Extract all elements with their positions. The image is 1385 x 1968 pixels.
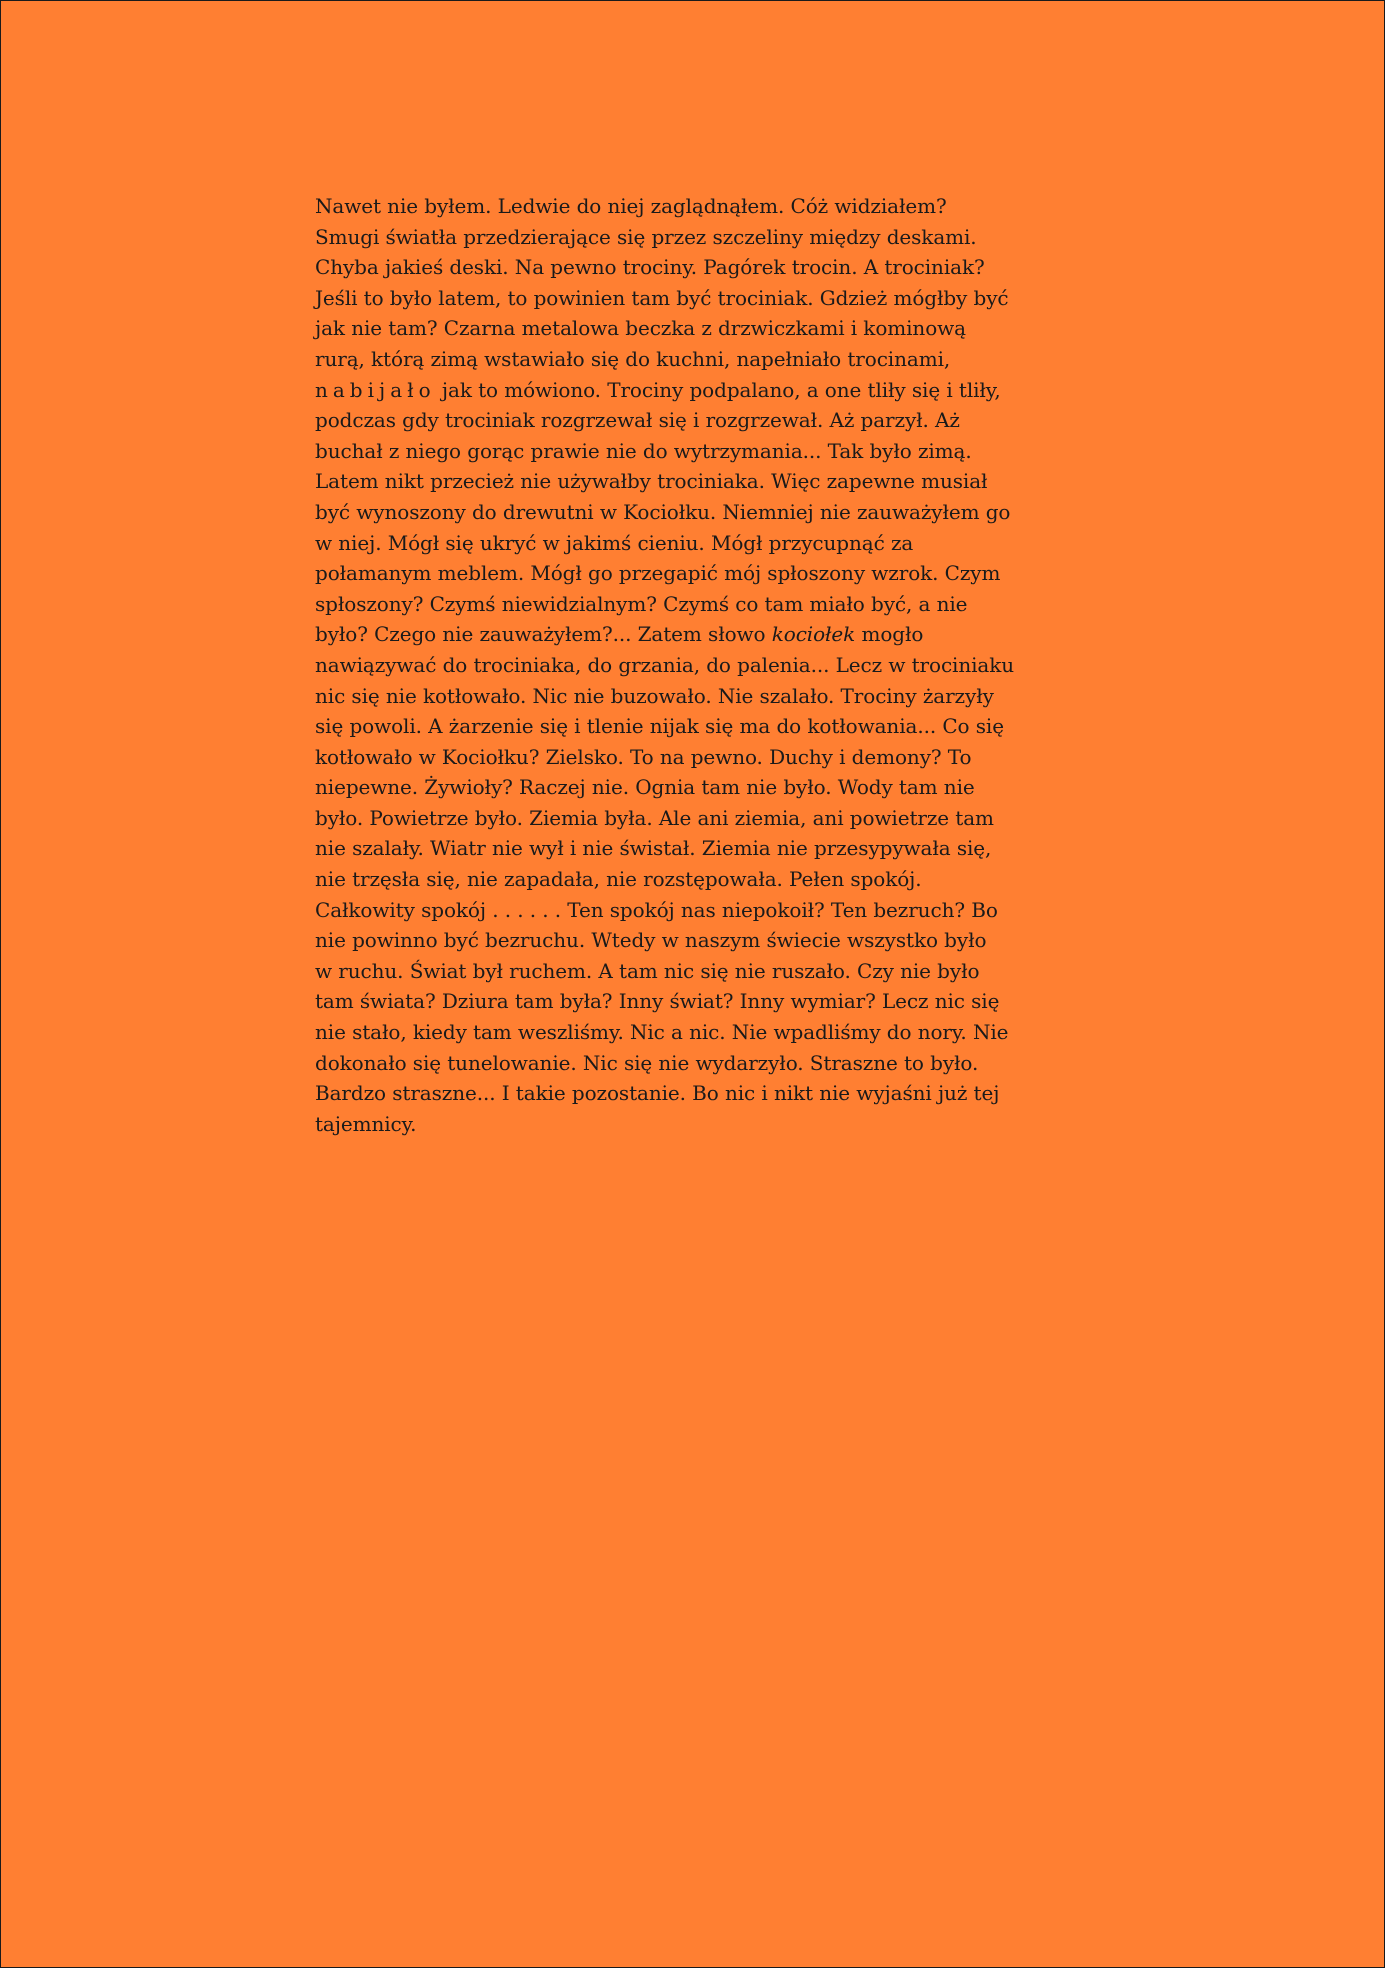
text-line-11: być wynoszony do drewutni w Kociołku. Niemniej nie zauważyłem go	[315, 499, 1011, 524]
text-line-20: niepewne. Żywioły? Raczej nie. Ognia tam nie było. Wody tam nie	[315, 775, 975, 800]
text-line-22: nie szalały. Wiatr nie wył i nie świstał. Ziemia nie przesypywała się,	[315, 836, 992, 861]
text-line-19: kotłowało w Kociołku? Zielsko. To na pewno. Duchy i demony? To	[315, 744, 972, 769]
text-line-30: Bardzo straszne... I takie pozostanie. Bo nic i nikt nie wyjaśni już tej	[315, 1081, 1000, 1106]
line-lead: było? Czego nie zauważyłem?... Zatem słowo	[315, 622, 772, 647]
spaced-word: nabijało	[315, 377, 436, 402]
text-line-17: nic się nie kotłowało. Nic nie buzowało. Nie szalało. Trociny żarzyły	[315, 683, 994, 708]
text-line-21: było. Powietrze było. Ziemia była. Ale ani ziemia, ani powietrze tam	[315, 805, 994, 830]
line-remainder: jak to mówiono. Trociny podpalano, a one tliły się i tliły,	[435, 377, 1001, 402]
text-line-6: rurą, którą zimą wstawiało się do kuchni, napełniało trocinami,	[315, 346, 951, 371]
text-line-18: się powoli. A żarzenie się i tlenie nijak się ma do kotłowania... Co się	[315, 714, 1004, 739]
body-text	[315, 191, 1055, 1139]
text-line-14: spłoszony? Czymś niewidzialnym? Czymś co tam miało być, a nie	[315, 591, 968, 616]
text-line-13: połamanym meblem. Mógł go przegapić mój spłoszony wzrok. Czym	[315, 561, 1001, 586]
text-line-23: nie trzęsła się, nie zapadała, nie rozstępowała. Pełen spokój.	[315, 867, 922, 892]
text-line-25: nie powinno być bezruchu. Wtedy w naszym świecie wszystko było	[315, 928, 987, 953]
text-line-8: podczas gdy trociniak rozgrzewał się i rozgrzewał. Aż parzył. Aż	[315, 408, 960, 433]
text-line-7	[315, 375, 1055, 406]
text-line-24: Całkowity spokój . . . . . . Ten spokój nas niepokoił? Ten bezruch? Bo	[315, 897, 998, 922]
text-line-29: dokonało się tunelowanie. Nic się nie wydarzyło. Straszne to było.	[315, 1050, 979, 1075]
text-line-3: Chyba jakieś deski. Na pewno trociny. Pagórek trocin. A trociniak?	[315, 255, 985, 280]
text-line-15	[315, 619, 1055, 650]
text-line-27: tam świata? Dziura tam była? Inny świat? Inny wymiar? Lecz nic się	[315, 989, 1000, 1014]
text-line-4: Jeśli to było latem, to powinien tam być trociniak. Gdzież mógłby być	[315, 285, 1009, 310]
text-line-9: buchał z niego gorąc prawie nie do wytrzymania... Tak było zimą.	[315, 438, 972, 463]
text-line-1: Nawet nie byłem. Ledwie do niej zaglądnąłem. Cóż widziałem?	[315, 194, 947, 218]
text-line-2: Smugi światła przedzierające się przez szczeliny między deskami.	[315, 224, 977, 249]
italic-word: kociołek	[771, 622, 856, 647]
text-line-26: w ruchu. Świat był ruchem. A tam nic się nie ruszało. Czy nie było	[315, 958, 980, 983]
text-line-28: nie stało, kiedy tam weszliśmy. Nic a nic. Nie wpadliśmy do nory. Nie	[315, 1020, 1009, 1045]
text-line-12: w niej. Mógł się ukryć w jakimś cieniu. Mógł przycupnąć za	[315, 530, 914, 555]
text-line-16: nawiązywać do trociniaka, do grzania, do palenia... Lecz w trociniaku	[315, 652, 1015, 677]
line-tail: mogło	[855, 622, 924, 647]
text-line-5: jak nie tam? Czarna metalowa beczka z drzwiczkami i kominową	[315, 316, 966, 341]
text-line-10: Latem nikt przecież nie używałby trociniaka. Więc zapewne musiał	[315, 469, 988, 494]
text-line-31: tajemnicy.	[315, 1111, 417, 1136]
